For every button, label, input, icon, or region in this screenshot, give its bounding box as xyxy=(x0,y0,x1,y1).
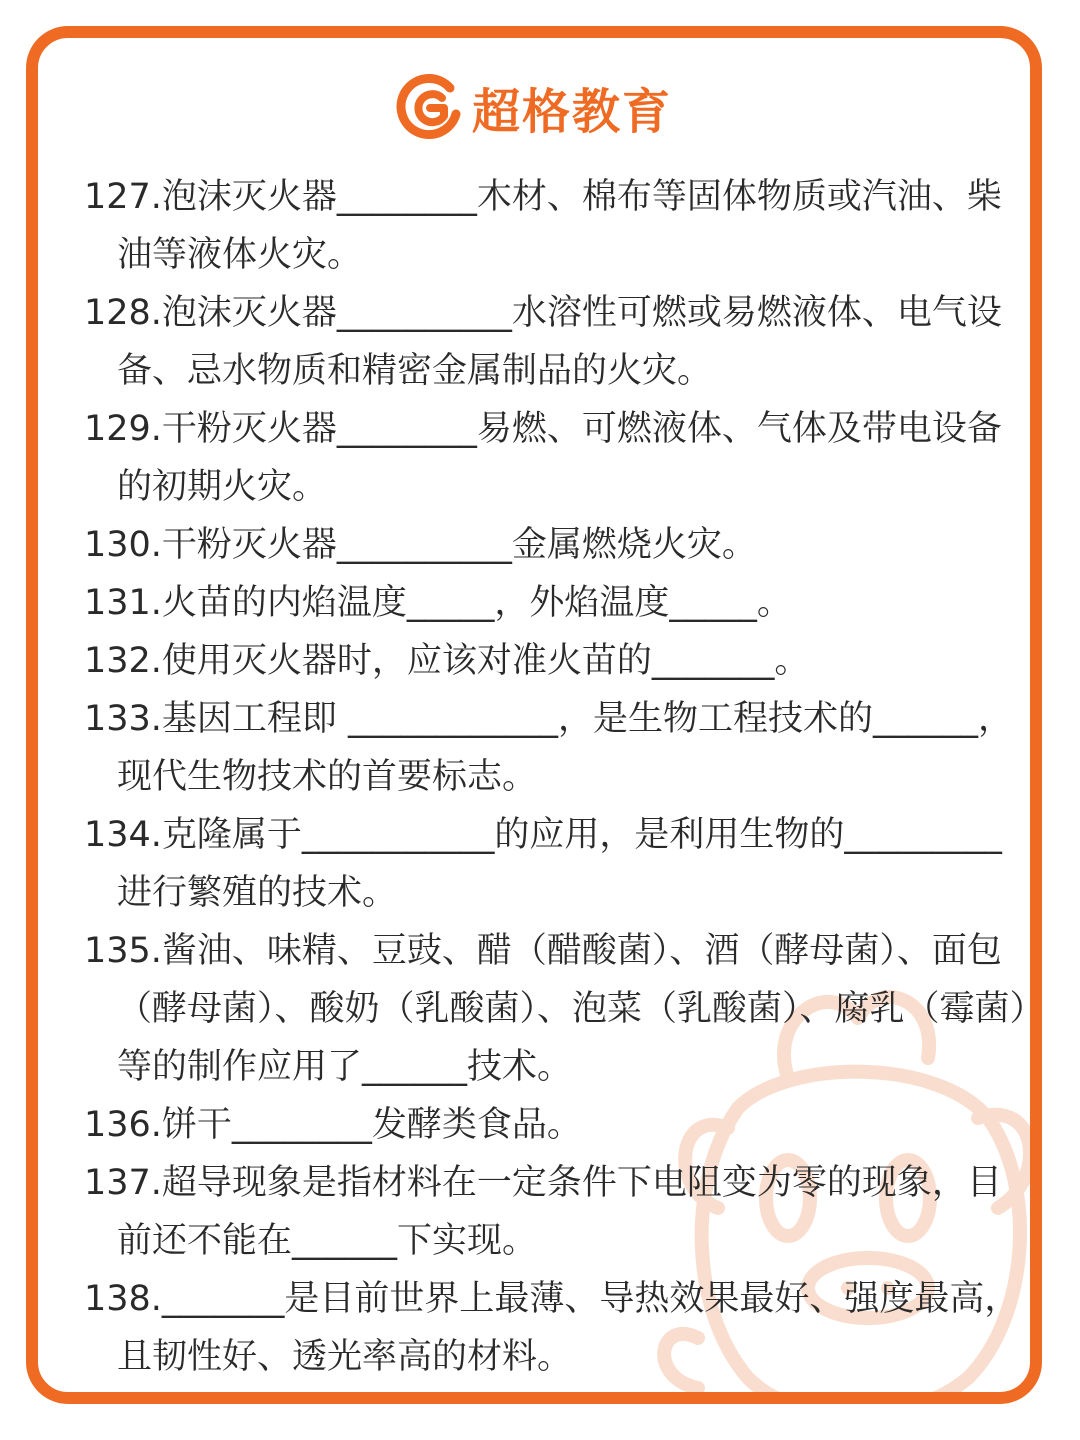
question-item: 129.干粉灭火器________易燃、可燃液体、气体及带电设备的初期火灾。 xyxy=(84,409,1002,507)
brand-logo xyxy=(38,72,1030,142)
question-list xyxy=(84,168,1034,1386)
page-frame xyxy=(26,26,1042,1404)
question-item: 132.使用灭火器时，应该对准火苗的_______。 xyxy=(84,641,810,681)
brand-name: 超格教育 xyxy=(471,83,672,140)
question-item: 133.基因工程即 ____________，是生物工程技术的______，现代生物技术的首要标志。 xyxy=(84,699,1014,797)
question-item: 135.酱油、味精、豆豉、醋（醋酸菌）、酒（酵母菌）、面包（酵母菌）、酸奶（乳酸菌）、泡菜（乳酸菌）、腐乳（霉菌）等的制作应用了______技术。 xyxy=(84,931,1028,1087)
question-item: 127.泡沫灭火器________木材、棉布等固体物质或汽油、柴油等液体火灾。 xyxy=(84,177,1002,275)
question-item: 138._______是目前世界上最薄、导热效果最好、强度最高，且韧性好、透光率高的材料。 xyxy=(84,1279,1020,1377)
question-item: 131.火苗的内焰温度_____，外焰温度_____。 xyxy=(84,583,792,623)
question-item: 137.超导现象是指材料在一定条件下电阻变为零的现象，目前还不能在______下实现。 xyxy=(84,1163,1002,1261)
cg-logo-icon xyxy=(396,72,466,142)
question-item: 134.克隆属于___________的应用，是利用生物的_________进行繁殖的技术。 xyxy=(84,815,1002,913)
question-item: 130.干粉灭火器__________金属燃烧火灾。 xyxy=(84,525,757,565)
question-item: 136.饼干________发酵类食品。 xyxy=(84,1105,582,1145)
question-item: 128.泡沫灭火器__________水溶性可燃或易燃液体、电气设备、忌水物质和精密金属制品的火灾。 xyxy=(84,293,1002,391)
